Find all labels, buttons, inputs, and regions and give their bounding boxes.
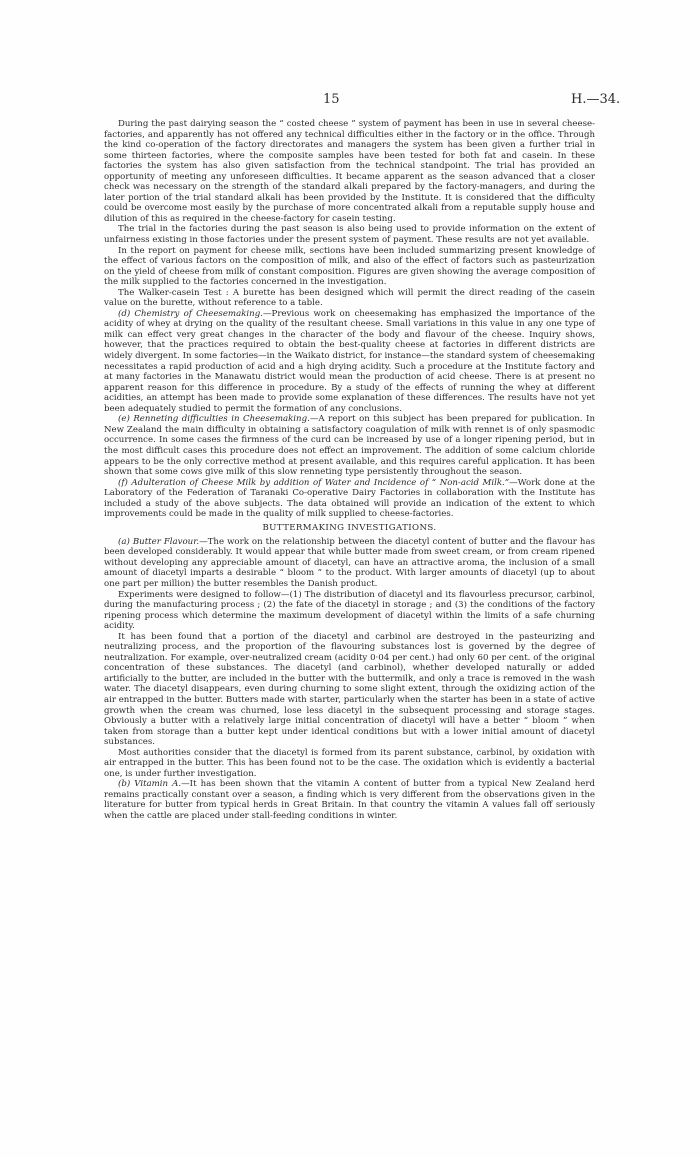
paragraph-text: It has been found that a portion of the diacetyl and carbinol are destroyed in the pasteurizing and neutralizing process, and the proportion of the flavouring substances lost is governed by the degree of neutralization. For example, over-neutralized cream (acidity 0·04 per cent.) had only 60 per cent. of the original concentration of these substances. The diacetyl (and carbinol), whether developed naturally or added artificially to the butter, are included in the butter with the buttermilk, and only a trace is removed in the wash water. The diacetyl disappears, even during churning to some slight extent, through the oxidizing action of the air entrapped in the butter. Butters made with starter, particularly when the starter has been in a state of active growth when the cream was churned, lose less diacetyl in the subsequent processing and storage stages. Obviously a butter with a relatively large initial concentration of diacetyl will have a better “ bloom ” when taken from storage than a butter kept under identical conditions but with a lower initial amount of diacetyl substances. xyxy=(104,631,595,748)
paragraph-lead: (d) Chemistry of Cheesemaking. xyxy=(118,308,263,319)
paragraph-renneting-difficulties xyxy=(104,414,595,477)
paragraph-text: During the past dairying season the “ costed cheese ” system of payment has been in use in several cheese-factories, and apparently has not offered any technical difficulties either in the factory or in the office. Through the kind co-operation of the factory directorates and managers the system has been given a further trial in some thirteen factories, where the composite samples have been tested for both fat and casein. In these factories the system has also given satisfaction from the technical standpoint. The trial has provided an opportunity of meeting any unforeseen difficulties. It became apparent as the season advanced that a closer check was necessary on the strength of the standard alkali prepared by the factory-managers, and during the later portion of the trial standard alkali has been provided by the Institute. It is considered that the difficulty could be overcome most easily by the purchase of more concentrated alkali from a reputable supply house and dilution of this as required in the cheese-factory for casein testing. xyxy=(104,119,595,224)
paragraph-text: —A report on this subject has been prepared for publication. In New Zealand the main difficulty in obtaining a satisfactory coagulation of milk with rennet is of only spasmodic occurrence. In some cases the firmness of the curd can be increased by use of a longer ripening period, but in the most difficult cases this procedure does not effect an improvement. The addition of some calcium chloride appears to be the only corrective method at present available, and this requires careful application. It has been shown that some cows give milk of this slow renneting type persistently throughout the season. xyxy=(104,414,595,478)
page-header xyxy=(0,92,700,110)
paragraph-text: —The work on the relationship between the diacetyl content of butter and the flavour has been developed considerably. It would appear that while butter made from sweet cream, or from cream ripened without developing any appreciable amount of diacetyl, can have an attractive aroma, the inclusion of a small amount of diacetyl imparts a desirable “ bloom ” to the product. With larger amounts of diacetyl (up to about one part per million) the butter resembles the Danish product. xyxy=(104,536,595,589)
paragraph-text: —Work done at the Laboratory of the Federation of Taranaki Co-operative Dairy Factories in collaboration with the Institute has included a study of the above subjects. The data obtained will provide an indication of the extent to which improvements could be made in the quality of milk supplied to cheese-factories. xyxy=(104,477,596,520)
document-reference: H.—34. xyxy=(571,92,621,107)
paragraph-adulteration xyxy=(104,478,595,520)
paragraph-lead: (b) Vitamin A. xyxy=(118,779,182,790)
paragraph-vitamin-a xyxy=(104,779,595,821)
paragraph-text: —It has been shown that the vitamin A content of butter from a typical New Zealand herd remains practically constant over a season, a finding which is very different from the observations given in the literature for butter from typical herds in Great Britain. In that country the vitamin A values fall off seriously when the cattle are placed under stall-feeding conditions in winter. xyxy=(104,779,595,821)
paragraph xyxy=(104,748,595,780)
paragraph xyxy=(104,288,595,309)
body-text xyxy=(104,119,595,822)
section-heading: BUTTERMAKING INVESTIGATIONS. xyxy=(262,522,437,533)
paragraph xyxy=(104,590,595,632)
paragraph-text: The Walker-casein Test : A burette has been designed which will permit the direct reading of the casein value on the burette, without reference to a table. xyxy=(104,287,595,309)
paragraph-lead: (a) Butter Flavour. xyxy=(118,536,200,547)
paragraph-cheesemaking-chemistry xyxy=(104,309,595,414)
page-number: 15 xyxy=(323,92,340,107)
paragraph xyxy=(104,246,595,288)
paragraph-text: In the report on payment for cheese milk, sections have been included summarizing present knowledge of the effect of various factors on the composition of milk, and also of the effect of factors such as pasteurization on the yield of cheese from milk of constant composition. Figures are given showing the average composition of the milk supplied to the factories concerned in the investigation. xyxy=(104,245,595,288)
paragraph-text: Most authorities consider that the diacetyl is formed from its parent substance, carbinol, by oxidation with air entrapped in the butter. This has been found not to be the case. The oxidation which is evidently a bacterial one, is under further investigation. xyxy=(104,747,595,779)
paragraph-text: —Previous work on cheesemaking has emphasized the importance of the acidity of whey at drying on the quality of the resultant cheese. Small variations in this value in any one type of milk can effect very great changes in the character of the body and flavour of the cheese. Inquiry shows, however, that the practices required to obtain the best-quality cheese at factories in different districts are widely divergent. In some factories—in the Waikato district, for instance—the standard system of cheesemaking necessitates a rapid production of acid and a high drying acidity. Such a procedure at the Institute factory and at many factories in the Manawatu district would mean the production of acid cheese. There is at present no apparent reason for this difference in procedure. By a study of the effects of running the whey at different acidities, an attempt has been made to provide some explanation of these differences. The results have not yet been adequately studied to permit the formation of any conclusions. xyxy=(104,308,596,414)
paragraph xyxy=(104,119,595,224)
paragraph xyxy=(104,632,595,748)
paragraph-text: Experiments were designed to follow—(1) The distribution of diacetyl and its flavourless precursor, carbinol, during the manufacturing process ; (2) the fate of the diacetyl in storage ; and (3) the conditions of the factory ripening process which determine the maximum development of diacetyl within the limits of a safe churning acidity. xyxy=(104,589,595,632)
paragraph-lead: (f) Adulteration of Cheese Milk by addition of Water and Incidence of “ Non-acid Milk.” xyxy=(118,477,510,488)
paragraph xyxy=(104,224,595,245)
paragraph-text: The trial in the factories during the past season is also being used to provide information on the extent of unfairness existing in those factories under the present system of payment. These results are not yet available. xyxy=(104,224,595,246)
paragraph-butter-flavour xyxy=(104,537,595,590)
paragraph-lead: (e) Renneting difficulties in Cheesemaking. xyxy=(118,414,310,425)
